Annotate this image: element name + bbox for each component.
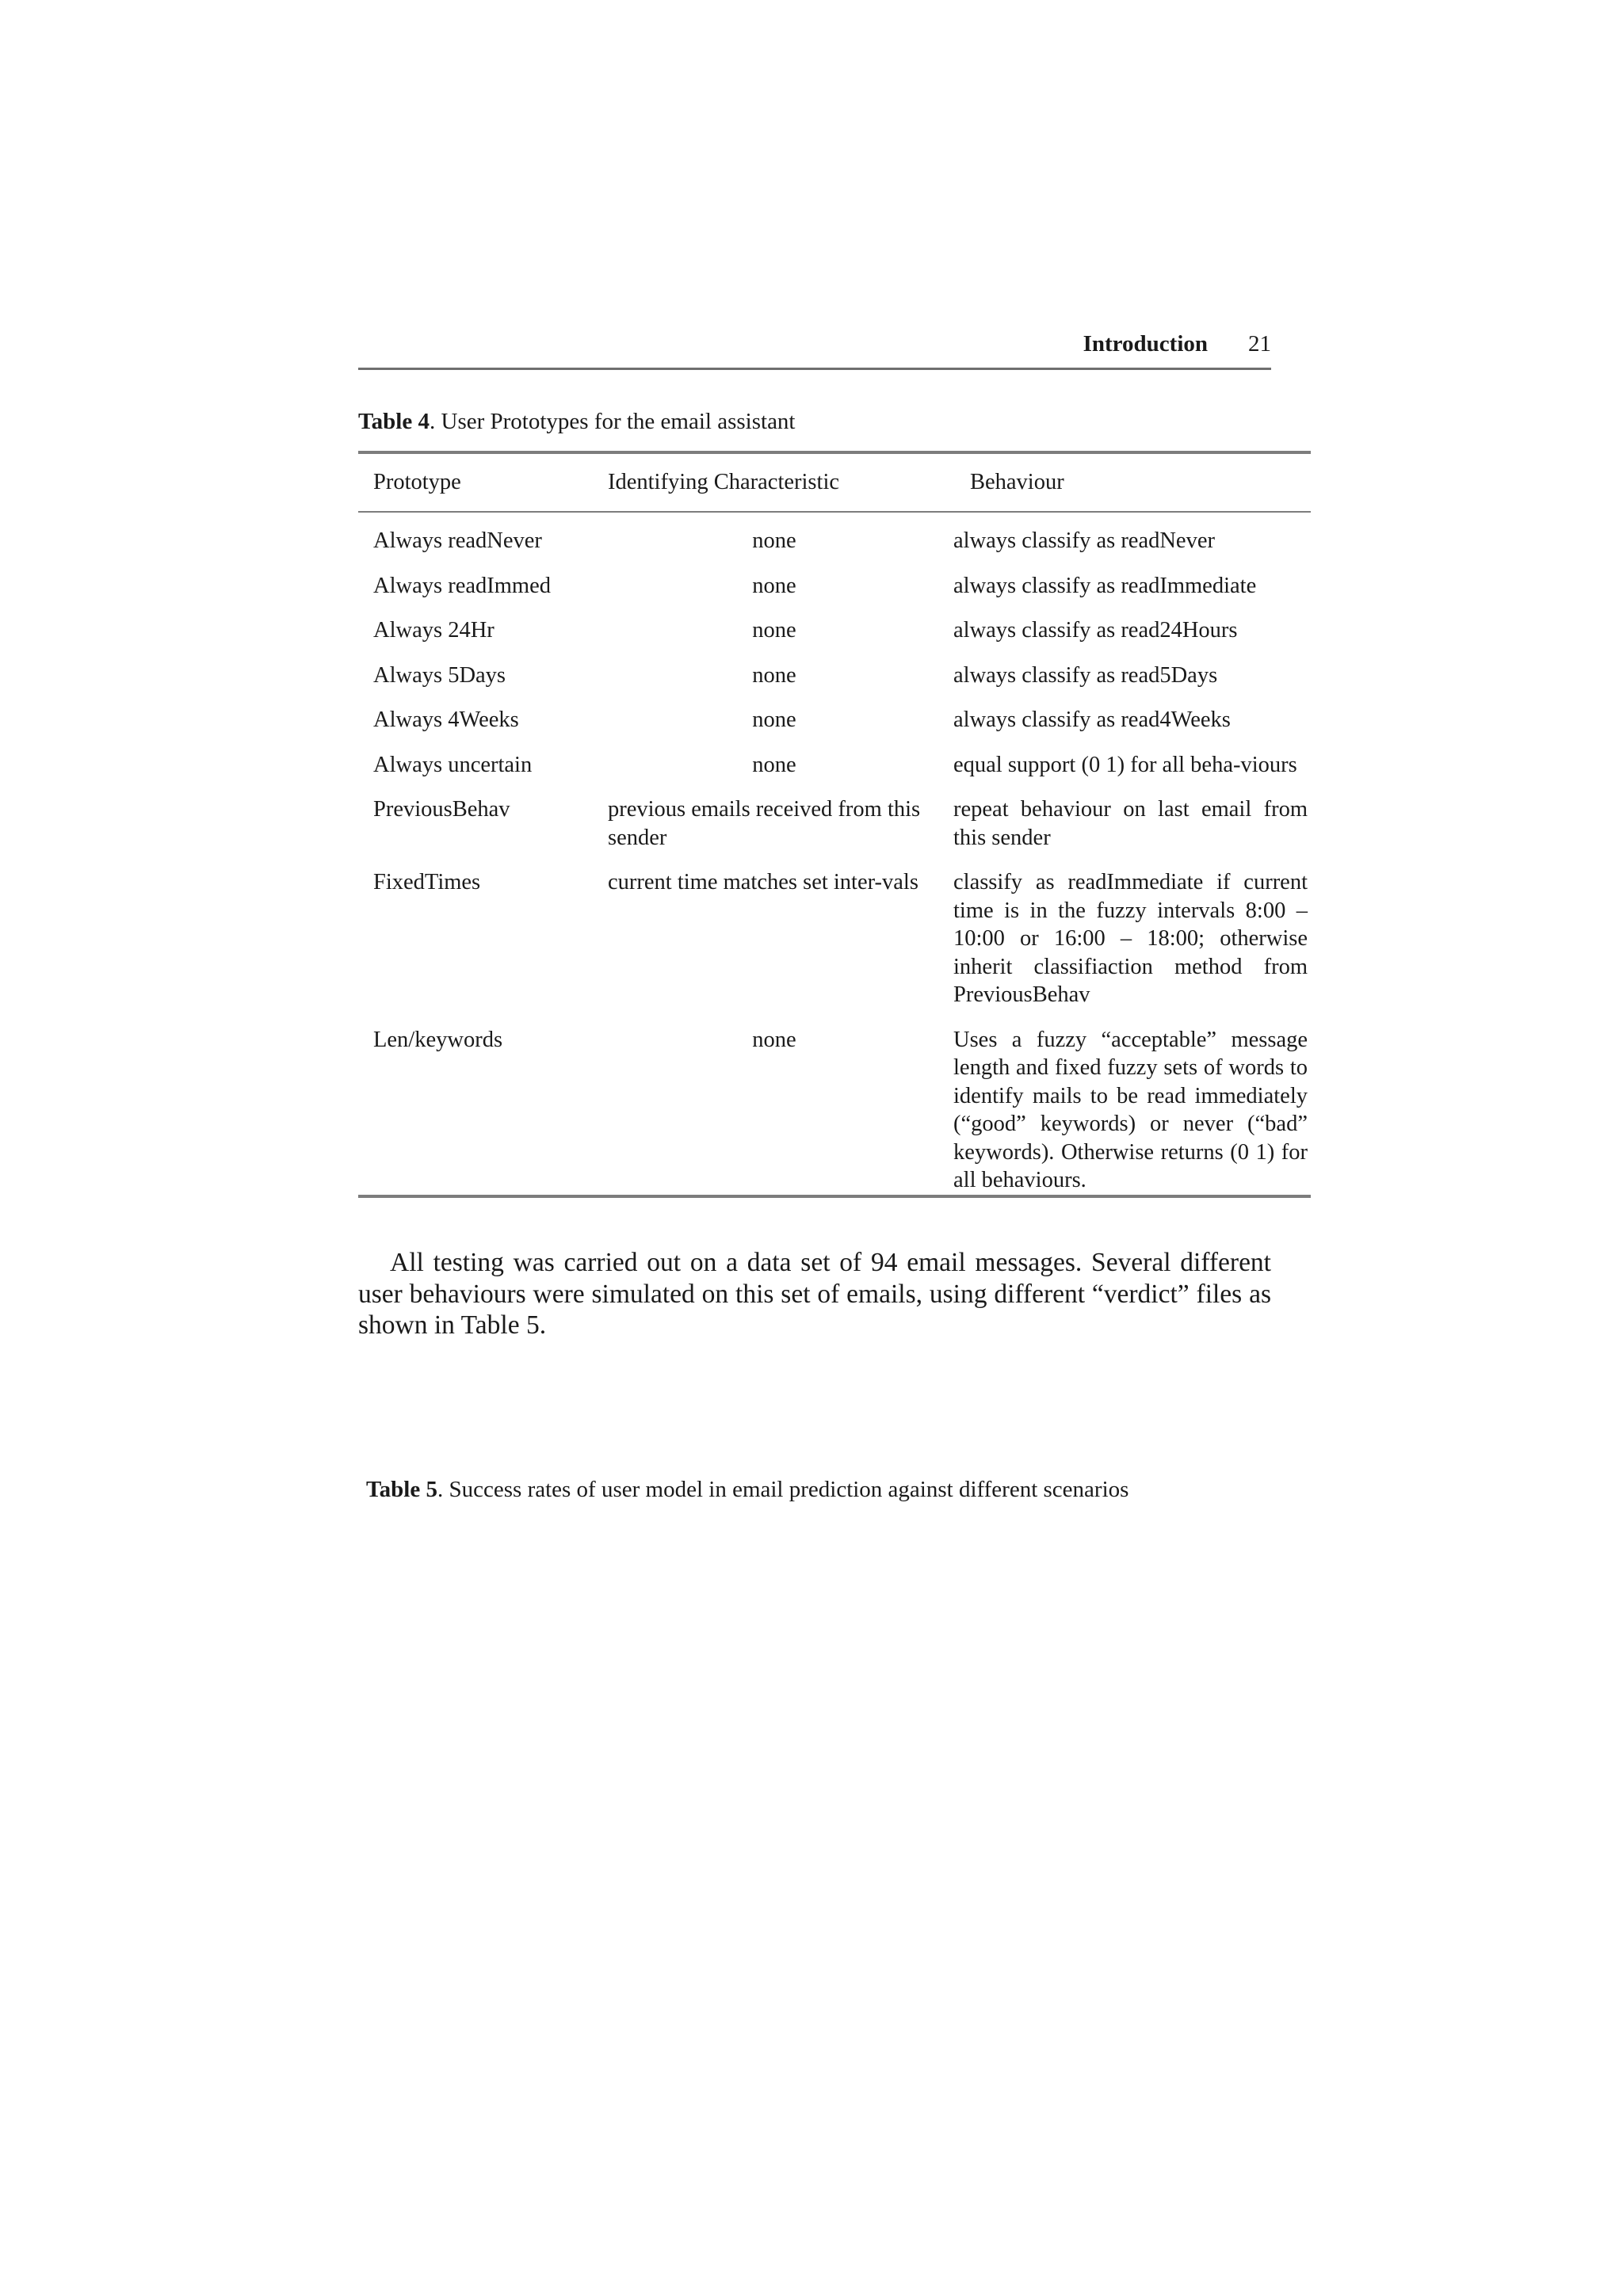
running-head: Introduction <box>1083 331 1208 357</box>
column-header-identifying-characteristic: Identifying Characteristic <box>608 470 840 494</box>
table4-caption-text: . User Prototypes for the email assistant <box>430 409 796 434</box>
cell-behaviour: equal support (0 1) for all beha-viours <box>953 752 1297 777</box>
table-row <box>358 795 1311 852</box>
cell-identifying-characteristic: none <box>752 528 796 553</box>
table-row <box>358 616 1311 645</box>
column-header-behaviour: Behaviour <box>970 470 1064 494</box>
table-row <box>358 706 1311 734</box>
cell-prototype: Always uncertain <box>373 752 533 777</box>
cell-prototype: Always readNever <box>373 528 542 553</box>
table4-body <box>358 513 1311 1195</box>
cell-behaviour: always classify as read24Hours <box>953 618 1238 643</box>
cell-identifying-characteristic: none <box>752 707 796 732</box>
table4-header <box>358 454 1311 513</box>
cell-identifying-characteristic: none <box>752 1027 796 1052</box>
table4-caption-label: Table 4 <box>358 409 430 434</box>
table4 <box>358 451 1311 1198</box>
cell-behaviour: always classify as read4Weeks <box>953 707 1231 732</box>
page-number: 21 <box>1248 331 1271 357</box>
page-header <box>358 326 1271 370</box>
table-row <box>358 751 1311 780</box>
table5-caption <box>366 1474 1128 1505</box>
cell-behaviour: always classify as readNever <box>953 528 1215 553</box>
cell-identifying-characteristic: none <box>752 752 796 777</box>
table5-caption-text: . Success rates of user model in email prediction against different scenarios <box>437 1477 1129 1502</box>
table-row <box>358 527 1311 555</box>
table5-caption-label: Table 5 <box>366 1477 437 1502</box>
cell-identifying-characteristic: none <box>752 573 796 598</box>
cell-identifying-characteristic: previous emails received from this sender <box>608 797 921 850</box>
cell-behaviour: repeat behaviour on last email from this sender <box>953 797 1308 850</box>
table-row <box>358 572 1311 601</box>
cell-behaviour: always classify as read5Days <box>953 662 1218 688</box>
cell-identifying-characteristic: none <box>752 618 796 643</box>
cell-prototype: Always readImmed <box>373 573 551 598</box>
cell-behaviour: always classify as readImmediate <box>953 573 1257 598</box>
table-row <box>358 662 1311 690</box>
cell-prototype: Always 4Weeks <box>373 707 519 732</box>
cell-prototype: FixedTimes <box>373 870 481 894</box>
cell-prototype: Len/keywords <box>373 1027 503 1052</box>
cell-behaviour: classify as readImmediate if current time is in the fuzzy intervals 8:00 – 10:00 or 16:00 – 18:00; otherwise inherit classifiaction method from PreviousBehav <box>953 870 1308 1007</box>
cell-prototype: Always 5Days <box>373 662 506 688</box>
body-paragraph: All testing was carried out on a data set of 94 email messages. Several different user behaviours were simulated on this set of emails, using different “verdict” files as shown in Table 5. <box>358 1248 1271 1340</box>
cell-identifying-characteristic: current time matches set inter-vals <box>608 870 918 894</box>
cell-prototype: Always 24Hr <box>373 618 495 643</box>
column-header-prototype: Prototype <box>373 470 461 494</box>
cell-prototype: PreviousBehav <box>373 797 510 822</box>
table-row <box>358 868 1311 1009</box>
cell-behaviour: Uses a fuzzy “acceptable” message length and fixed fuzzy sets of words to identify mails to be read immediately (“good” keywords) or never (“bad” keywords). Otherwise returns (0 1) for all behaviours. <box>953 1027 1308 1192</box>
cell-identifying-characteristic: none <box>752 662 796 688</box>
table-row <box>358 1026 1311 1195</box>
table4-caption <box>358 406 796 437</box>
